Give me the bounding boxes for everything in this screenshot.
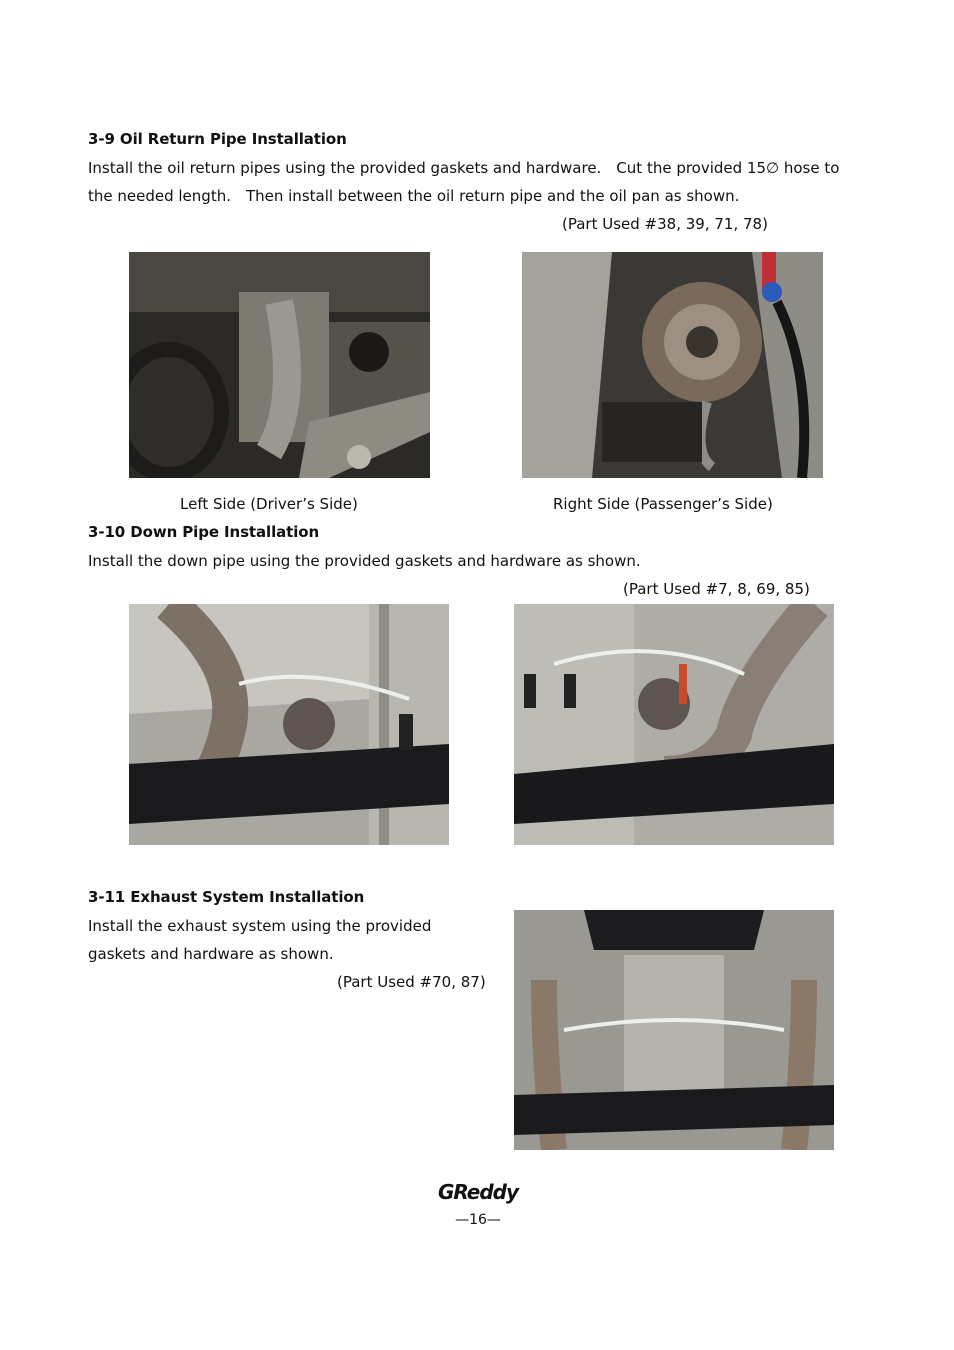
exhaust-parts-used: (Part Used #70, 87) — [337, 973, 486, 991]
down-pipe-body: Install the down pipe using the provided gaskets and hardware as shown. — [88, 552, 641, 570]
exhaust-body-line2: gaskets and hardware as shown. — [88, 945, 334, 963]
section-heading-down-pipe: 3-10 Down Pipe Installation — [88, 523, 320, 541]
oil-return-parts-used: (Part Used #38, 39, 71, 78) — [562, 215, 768, 233]
section-heading-exhaust: 3-11 Exhaust System Installation — [88, 888, 365, 906]
caption-left-side: Left Side (Driver’s Side) — [180, 495, 358, 513]
photo-oil-return-right — [522, 252, 823, 478]
oil-return-body-line1: Install the oil return pipes using the provided gaskets and hardware. Cut the provided 15∅ hose to — [88, 159, 840, 177]
oil-return-body-line2: the needed length. Then install between the oil return pipe and the oil pan as shown. — [88, 187, 740, 205]
photo-down-pipe-left — [129, 604, 449, 845]
caption-right-side: Right Side (Passenger’s Side) — [553, 495, 773, 513]
section-heading-oil-return: 3-9 Oil Return Pipe Installation — [88, 130, 347, 148]
down-pipe-parts-used: (Part Used #7, 8, 69, 85) — [623, 580, 810, 598]
photo-oil-return-left — [129, 252, 430, 478]
photo-exhaust-system — [514, 910, 834, 1150]
exhaust-body-line1: Install the exhaust system using the provided — [88, 917, 432, 935]
photo-down-pipe-right — [514, 604, 834, 845]
page-number: —16— — [455, 1212, 501, 1228]
greddy-logo: GReddy — [437, 1180, 519, 1204]
